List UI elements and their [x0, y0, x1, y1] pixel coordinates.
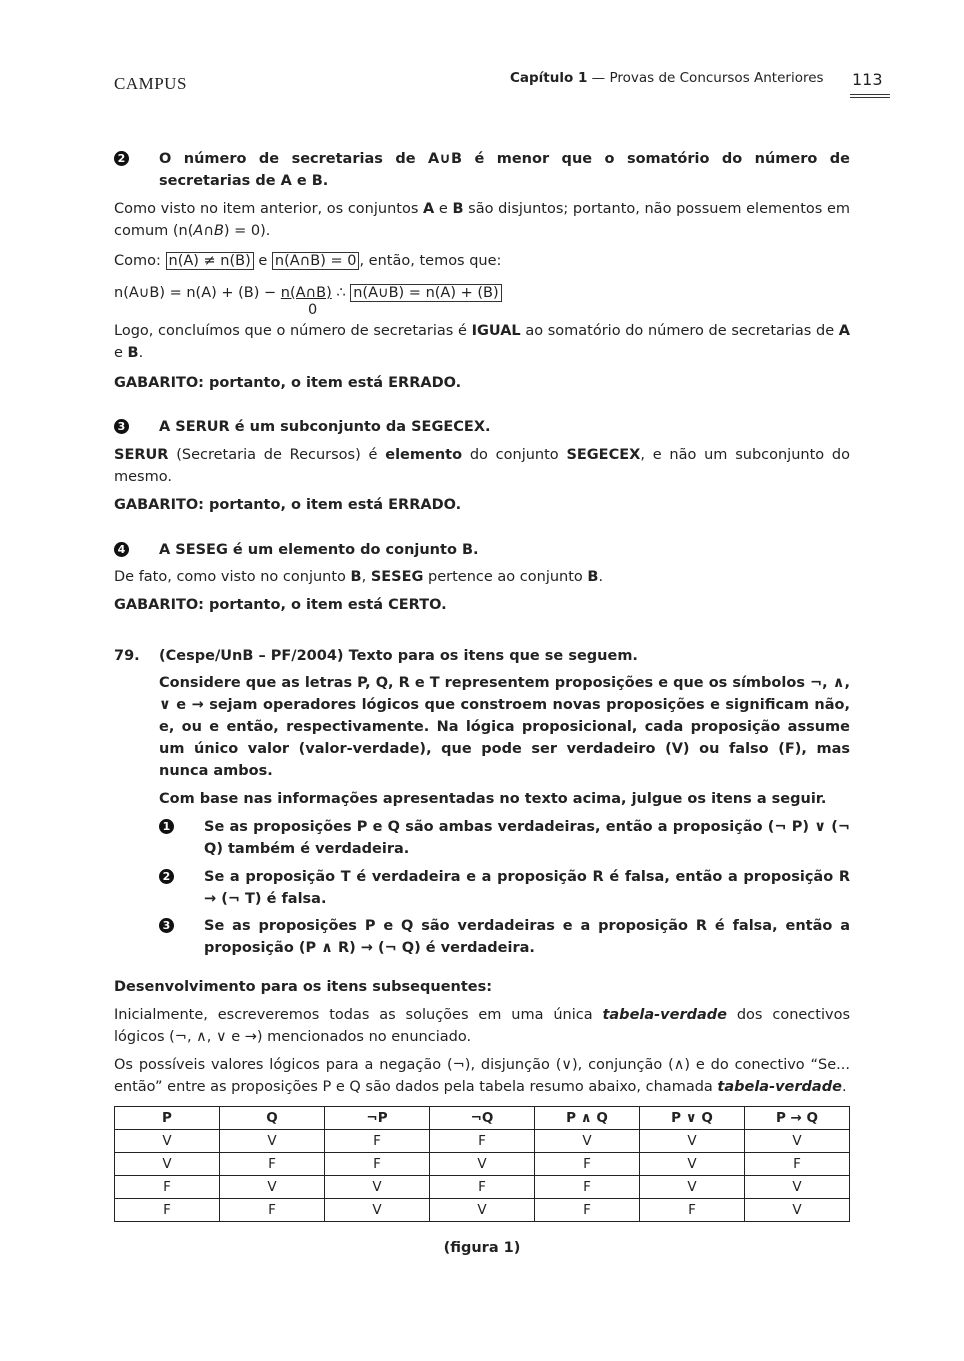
item-text — [114, 148, 850, 192]
table-cell: F — [535, 1176, 640, 1199]
column-header: P ∧ Q — [535, 1107, 640, 1130]
question-prompt: Com base nas informações apresentadas no texto acima, julgue os itens a seguir. — [159, 791, 827, 807]
formula-underbrace: n(A∩B) — [280, 285, 332, 301]
number-badge: 4 — [114, 542, 129, 557]
emphasized-text: A∩B — [193, 223, 224, 239]
como-line — [114, 250, 850, 272]
section-title: Desenvolvimento para os itens subsequentes: — [114, 979, 493, 995]
table-cell: V — [640, 1176, 745, 1199]
table-cell: F — [430, 1130, 535, 1153]
chapter-label: Capítulo 1 — [510, 70, 588, 86]
text: Logo, concluímos que o número de secretarias é — [114, 323, 472, 339]
table-cell: F — [325, 1153, 430, 1176]
text: e — [253, 253, 272, 269]
table-cell: V — [535, 1130, 640, 1153]
table-cell: F — [115, 1199, 220, 1222]
text: dos conectivos lógicos (¬, ∧, ∨ e →) mencionados no enunciado. — [114, 1007, 850, 1045]
boxed-expression: n(A∩B) = 0 — [272, 252, 360, 270]
text: (Secretaria de Recursos) é — [168, 447, 386, 463]
figure-caption: (figura 1) — [443, 1240, 521, 1256]
paragraph — [114, 444, 850, 488]
column-header: ¬Q — [430, 1107, 535, 1130]
table-cell: V — [220, 1130, 325, 1153]
table-cell: V — [115, 1130, 220, 1153]
paragraph — [114, 1004, 850, 1048]
table-cell: V — [745, 1130, 850, 1153]
emphasized-text: SEGECEX — [566, 447, 641, 463]
answer-key: GABARITO: portanto, o item está ERRADO. — [114, 375, 462, 391]
table-cell: V — [430, 1153, 535, 1176]
question-item — [159, 915, 850, 959]
emphasized-text: O número de secretarias de A∪B é menor que o somatório do número de secretarias de A e B. — [159, 151, 850, 189]
underbrace-zero: 0 — [308, 302, 318, 318]
therefore-symbol: ∴ — [331, 285, 351, 301]
item-text: Se a proposição T é verdadeira e a proposição R é falsa, então a proposição R → (¬ T) é falsa. — [204, 869, 850, 907]
paragraph — [114, 320, 850, 364]
emphasized-text: elemento — [385, 447, 463, 463]
answer-key: GABARITO: portanto, o item está ERRADO. — [114, 497, 462, 513]
table-cell: F — [115, 1176, 220, 1199]
emphasized-text: IGUAL — [471, 323, 521, 339]
table-cell: V — [325, 1199, 430, 1222]
number-badge: 3 — [159, 918, 174, 933]
table-cell: V — [325, 1176, 430, 1199]
text: Inicialmente, escreveremos todas as soluções em uma única — [114, 1007, 603, 1023]
text: , então, temos que: — [359, 253, 502, 269]
text: . — [138, 345, 144, 361]
text: do conjunto — [462, 447, 567, 463]
number-badge: 2 — [114, 151, 129, 166]
text: Como visto no item anterior, os conjuntos — [114, 201, 424, 217]
text: pertence ao conjunto — [423, 569, 588, 585]
question-item — [159, 866, 850, 910]
table-cell: F — [745, 1153, 850, 1176]
text: , e não um subconjunto do mesmo. — [114, 447, 850, 485]
emphasized-text: A SERUR é um subconjunto da SEGECEX. — [159, 419, 491, 435]
table-cell: F — [535, 1199, 640, 1222]
emphasized-text: A SESEG é um elemento do conjunto B. — [159, 542, 479, 558]
table-cell: F — [430, 1176, 535, 1199]
table-cell: V — [745, 1199, 850, 1222]
column-header: P — [115, 1107, 220, 1130]
publisher-name: CAMPUS — [114, 74, 187, 93]
table-cell: V — [430, 1199, 535, 1222]
text: . — [841, 1079, 847, 1095]
paragraph — [114, 1054, 850, 1098]
boxed-result: n(A∪B) = n(A) + (B) — [350, 284, 501, 302]
text: . — [598, 569, 604, 585]
item-3-heading — [114, 416, 850, 438]
label: Como: — [114, 253, 166, 269]
answer-key: GABARITO: portanto, o item está CERTO. — [114, 597, 447, 613]
table-row — [115, 1130, 850, 1153]
text: Os possíveis valores lógicos para a negação (¬), disjunção (∨), conjunção (∧) e do conectivo “Se... então” entre as proposições P e Q são dados pela tabela resumo abaixo, chamada — [114, 1057, 850, 1095]
column-header: P ∨ Q — [640, 1107, 745, 1130]
table-cell: V — [640, 1153, 745, 1176]
item-text: Se as proposições P e Q são ambas verdadeiras, então a proposição (¬ P) ∨ (¬ Q) também é verdadeira. — [204, 819, 850, 857]
text: , — [361, 569, 371, 585]
emphasized-text: SERUR — [114, 447, 169, 463]
column-header: Q — [220, 1107, 325, 1130]
number-badge: 1 — [159, 819, 174, 834]
table-cell: V — [115, 1153, 220, 1176]
emphasized-text: A — [423, 201, 435, 217]
formula-lhs: n(A∪B) = n(A) + (B) − — [114, 285, 281, 301]
emphasized-text: SESEG — [370, 569, 424, 585]
table-row — [115, 1153, 850, 1176]
running-header — [510, 70, 824, 86]
text: ao somatório do número de secretarias de — [520, 323, 839, 339]
number-badge: 2 — [159, 869, 174, 884]
emphasized-text: tabela-verdade — [717, 1079, 842, 1095]
table-row — [115, 1176, 850, 1199]
table-cell: V — [745, 1176, 850, 1199]
item-4-heading — [114, 539, 850, 561]
text: são disjuntos; portanto, não possuem elementos em comum (n( — [114, 201, 851, 239]
item-text — [114, 539, 850, 561]
text: e — [114, 345, 128, 361]
item-2-heading — [114, 148, 850, 192]
emphasized-text: tabela-verdade — [602, 1007, 727, 1023]
table-cell: V — [220, 1176, 325, 1199]
item-text: Se as proposições P e Q são verdadeiras e a proposição R é falsa, então a proposição (P ∧ R) → (¬ Q) é verdadeira. — [204, 918, 850, 956]
paragraph — [114, 566, 850, 588]
question-text: Considere que as letras P, Q, R e T representem proposições e que os símbolos ¬, ∧, ∨ e → sejam operadores lógicos que constroem novas proposições e significam não, e, ou e então, respectivamente. Na lógica proposicional, cada proposição assume um único valor (valor-verdade), que pode ser verdadeiro (V) ou falso (F), mas nunca ambos. — [159, 675, 850, 779]
emphasized-text: B — [127, 345, 139, 361]
number-badge: 3 — [114, 419, 129, 434]
column-header: ¬P — [325, 1107, 430, 1130]
header-rule — [850, 94, 890, 95]
table-cell: F — [640, 1199, 745, 1222]
table-cell: V — [640, 1130, 745, 1153]
truth-table — [114, 1106, 850, 1222]
table-cell: F — [325, 1130, 430, 1153]
emphasized-text: A — [838, 323, 850, 339]
question-number: 79. — [114, 648, 140, 664]
table-cell: F — [220, 1199, 325, 1222]
question-title: (Cespe/UnB – PF/2004) Texto para os itens que se seguem. — [159, 648, 638, 664]
boxed-expression: n(A) ≠ n(B) — [166, 252, 254, 270]
page-number: 113 — [852, 70, 883, 89]
formula — [114, 282, 850, 304]
item-text — [114, 416, 850, 438]
text: De fato, como visto no conjunto — [114, 569, 351, 585]
column-header: P → Q — [745, 1107, 850, 1130]
paragraph — [114, 198, 850, 242]
chapter-title: — Provas de Concursos Anteriores — [587, 70, 824, 86]
header-rule — [850, 97, 890, 98]
table-cell: F — [535, 1153, 640, 1176]
text: ) = 0). — [223, 223, 271, 239]
emphasized-text: B — [350, 569, 362, 585]
emphasized-text: B — [452, 201, 464, 217]
emphasized-text: B — [587, 569, 599, 585]
question-79-title — [114, 645, 850, 667]
table-row — [115, 1199, 850, 1222]
text: e — [434, 201, 453, 217]
question-item — [159, 816, 850, 860]
table-cell: F — [220, 1153, 325, 1176]
